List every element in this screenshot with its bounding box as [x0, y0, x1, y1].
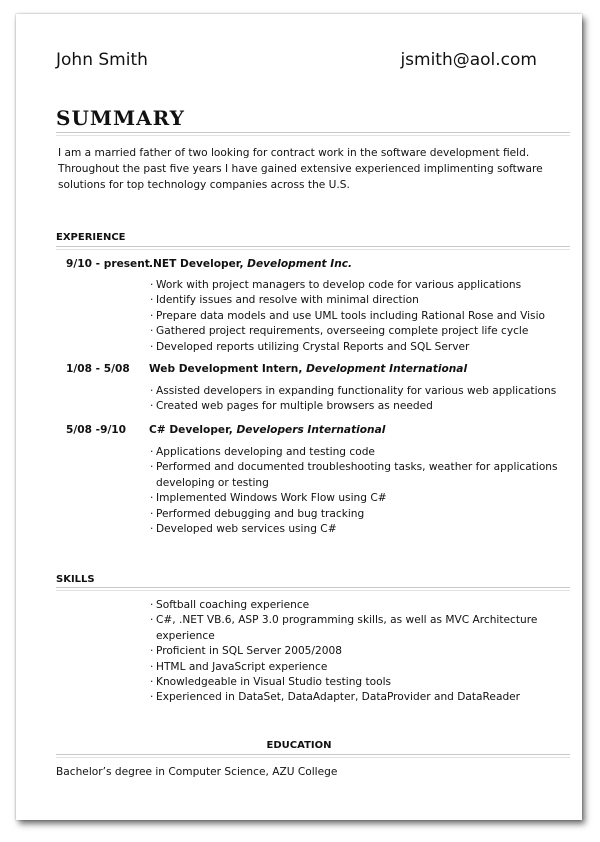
job-company: Development Inc.: [247, 258, 353, 270]
summary-heading: SUMMARY: [56, 106, 185, 130]
skill-item: · HTML and JavaScript experience: [150, 660, 560, 675]
job-bullets: [150, 445, 560, 537]
job-bullets: [150, 278, 560, 355]
summary-rule-light: [56, 135, 570, 136]
education-rule: [56, 754, 570, 755]
skills-list: [150, 598, 560, 706]
skill-item: · Softball coaching experience: [150, 598, 560, 613]
skill-item: · Proficient in SQL Server 2005/2008: [150, 644, 560, 659]
job-bullet: · Implemented Windows Work Flow using C#: [150, 491, 560, 506]
education-heading: EDUCATION: [266, 740, 332, 751]
skill-item: · Experienced in DataSet, DataAdapter, DataProvider and DataReader: [150, 690, 560, 705]
experience-rule-light: [56, 249, 570, 250]
job-role: Web Development Intern,: [149, 363, 307, 375]
job-dates: 5/08 -9/10: [66, 424, 127, 436]
job-bullet: · Applications developing and testing code: [150, 445, 560, 460]
education-text: Bachelor’s degree in Computer Science, AZU College: [56, 766, 338, 778]
job-company: Developers International: [236, 424, 386, 436]
resume-page: [16, 14, 582, 820]
job-bullet: · Prepare data models and use UML tools including Rational Rose and Visio: [150, 309, 560, 324]
skills-heading: SKILLS: [56, 574, 95, 585]
job-bullets: [150, 384, 560, 415]
job-dates: 1/08 - 5/08: [66, 363, 130, 375]
job-bullet: · Performed debugging and bug tracking: [150, 507, 560, 522]
skills-rule-light: [56, 590, 570, 591]
summary-rule: [56, 132, 570, 133]
job-bullet: · Identify issues and resolve with minimal direction: [150, 293, 560, 308]
job-title: [149, 258, 352, 270]
experience-rule: [56, 246, 570, 247]
job-bullet: · Assisted developers in expanding functionality for various web applications: [150, 384, 560, 399]
job-title: [149, 424, 385, 436]
summary-text: I am a married father of two looking for contract work in the software development field. Throughout the past five years I have gained extensive experienced implimenting software solutions for top technology companies across the U.S.: [58, 147, 543, 191]
job-role: .NET Developer,: [149, 258, 248, 270]
job-bullet: · Performed and documented troubleshooting tasks, weather for applications developing or testing: [150, 460, 560, 491]
job-company: Development International: [306, 363, 468, 375]
job-title: [149, 363, 467, 375]
job-bullet: · Created web pages for multiple browsers as needed: [150, 399, 560, 414]
skill-item: · C#, .NET VB.6, ASP 3.0 programming skills, as well as MVC Architecture experience: [150, 613, 560, 644]
skill-item: · Knowledgeable in Visual Studio testing tools: [150, 675, 560, 690]
education-rule-light: [56, 757, 570, 758]
experience-heading: EXPERIENCE: [56, 232, 126, 243]
applicant-email: jsmith@aol.com: [400, 50, 537, 70]
job-bullet: · Gathered project requirements, overseeing complete project life cycle: [150, 324, 560, 339]
job-bullet: · Work with project managers to develop code for various applications: [150, 278, 560, 293]
job-dates: 9/10 - present: [66, 258, 150, 270]
job-bullet: · Developed reports utilizing Crystal Reports and SQL Server: [150, 340, 560, 355]
skills-rule: [56, 587, 570, 588]
applicant-name: John Smith: [56, 50, 148, 70]
job-bullet: · Developed web services using C#: [150, 522, 560, 537]
job-role: C# Developer,: [149, 424, 237, 436]
